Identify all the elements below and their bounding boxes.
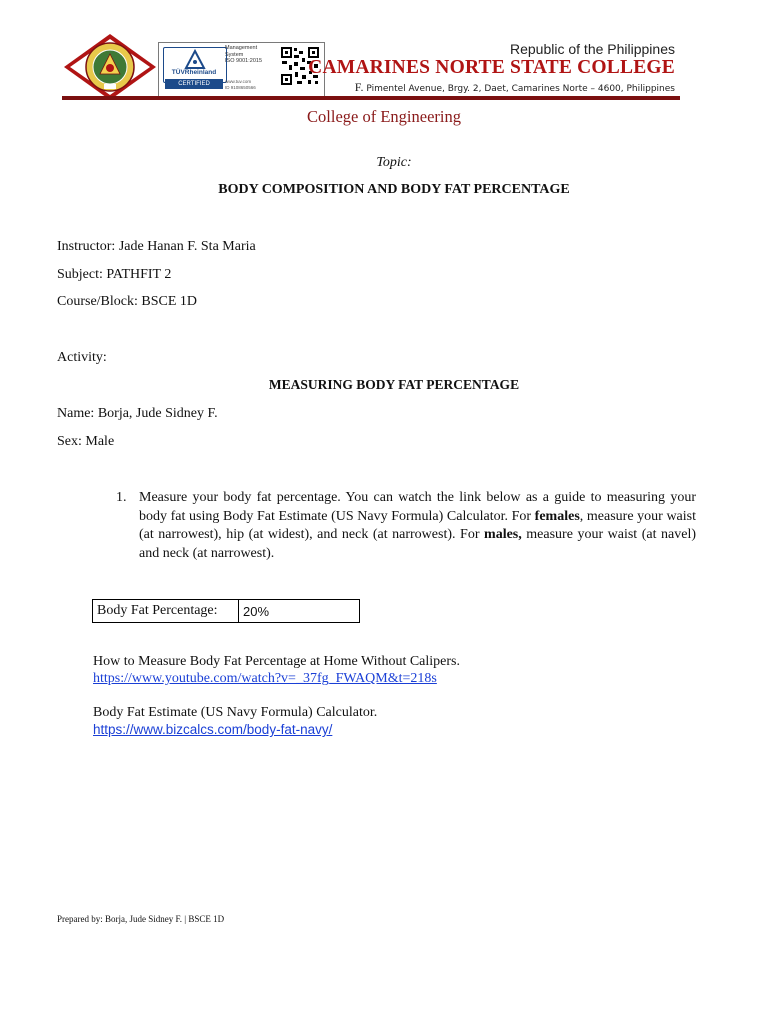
instruction-text: Measure your body fat percentage. You can watch the link below as a guide to measuring your body fat using Body Fat Estimate (US Navy Formula) Calculator. For females, measure your waist (at narrowest), hip (at widest), and neck (at narrowest). For males, measure your waist (at navel) and neck (at narrowest).: [139, 490, 697, 561]
certified-label: CERTIFIED: [165, 79, 223, 89]
subject-line: Subject: PATHFIT 2: [57, 267, 172, 282]
republic-text: Republic of the Philippines: [510, 41, 675, 57]
course-line: Course/Block: BSCE 1D: [57, 294, 198, 309]
student-sex: Sex: Male: [57, 434, 115, 449]
college-seal-icon: [62, 32, 158, 102]
resource-title-calculator: Body Fat Estimate (US Navy Formula) Calculator.: [93, 705, 378, 720]
body-fat-label: Body Fat Percentage:: [93, 600, 239, 623]
instructor-line: Instructor: Jade Hanan F. Sta Maria: [57, 239, 256, 254]
tuv-logo-icon: [163, 47, 227, 83]
department-title: College of Engineering: [307, 107, 461, 126]
iso-certification-badge: [158, 42, 325, 98]
table-row: [93, 600, 360, 623]
calculator-link[interactable]: https://www.bizcalcs.com/body-fat-navy/: [93, 722, 333, 737]
college-name: CAMARINES NORTE STATE COLLEGE: [308, 57, 675, 78]
body-fat-table: [92, 599, 360, 623]
certificate-id: www.tuv.com ID 9108650566: [225, 79, 256, 90]
topic-label: Topic:: [376, 155, 412, 170]
item-number: 1.: [116, 490, 127, 505]
college-address: F. Pimentel Avenue, Brgy. 2, Daet, Camarines Norte – 4600, Philippines: [354, 80, 675, 94]
resource-title-video: How to Measure Body Fat Percentage at Home Without Calipers.: [93, 654, 460, 669]
tuv-brand: TÜVRheinland: [171, 69, 217, 76]
activity-label: Activity:: [57, 350, 107, 365]
topic-title: BODY COMPOSITION AND BODY FAT PERCENTAGE: [218, 182, 570, 197]
management-system-text: Management System ISO 9001:2015: [225, 45, 263, 64]
header-divider: [62, 96, 680, 100]
youtube-link[interactable]: https://www.youtube.com/watch?v=_37fg_FWAQM&t=218s: [93, 671, 437, 686]
student-name: Name: Borja, Jude Sidney F.: [57, 406, 218, 421]
prepared-by-footer: Prepared by: Borja, Jude Sidney F. | BSCE 1D: [57, 914, 225, 924]
activity-title: MEASURING BODY FAT PERCENTAGE: [268, 377, 520, 392]
body-fat-value[interactable]: 20%: [239, 600, 360, 623]
